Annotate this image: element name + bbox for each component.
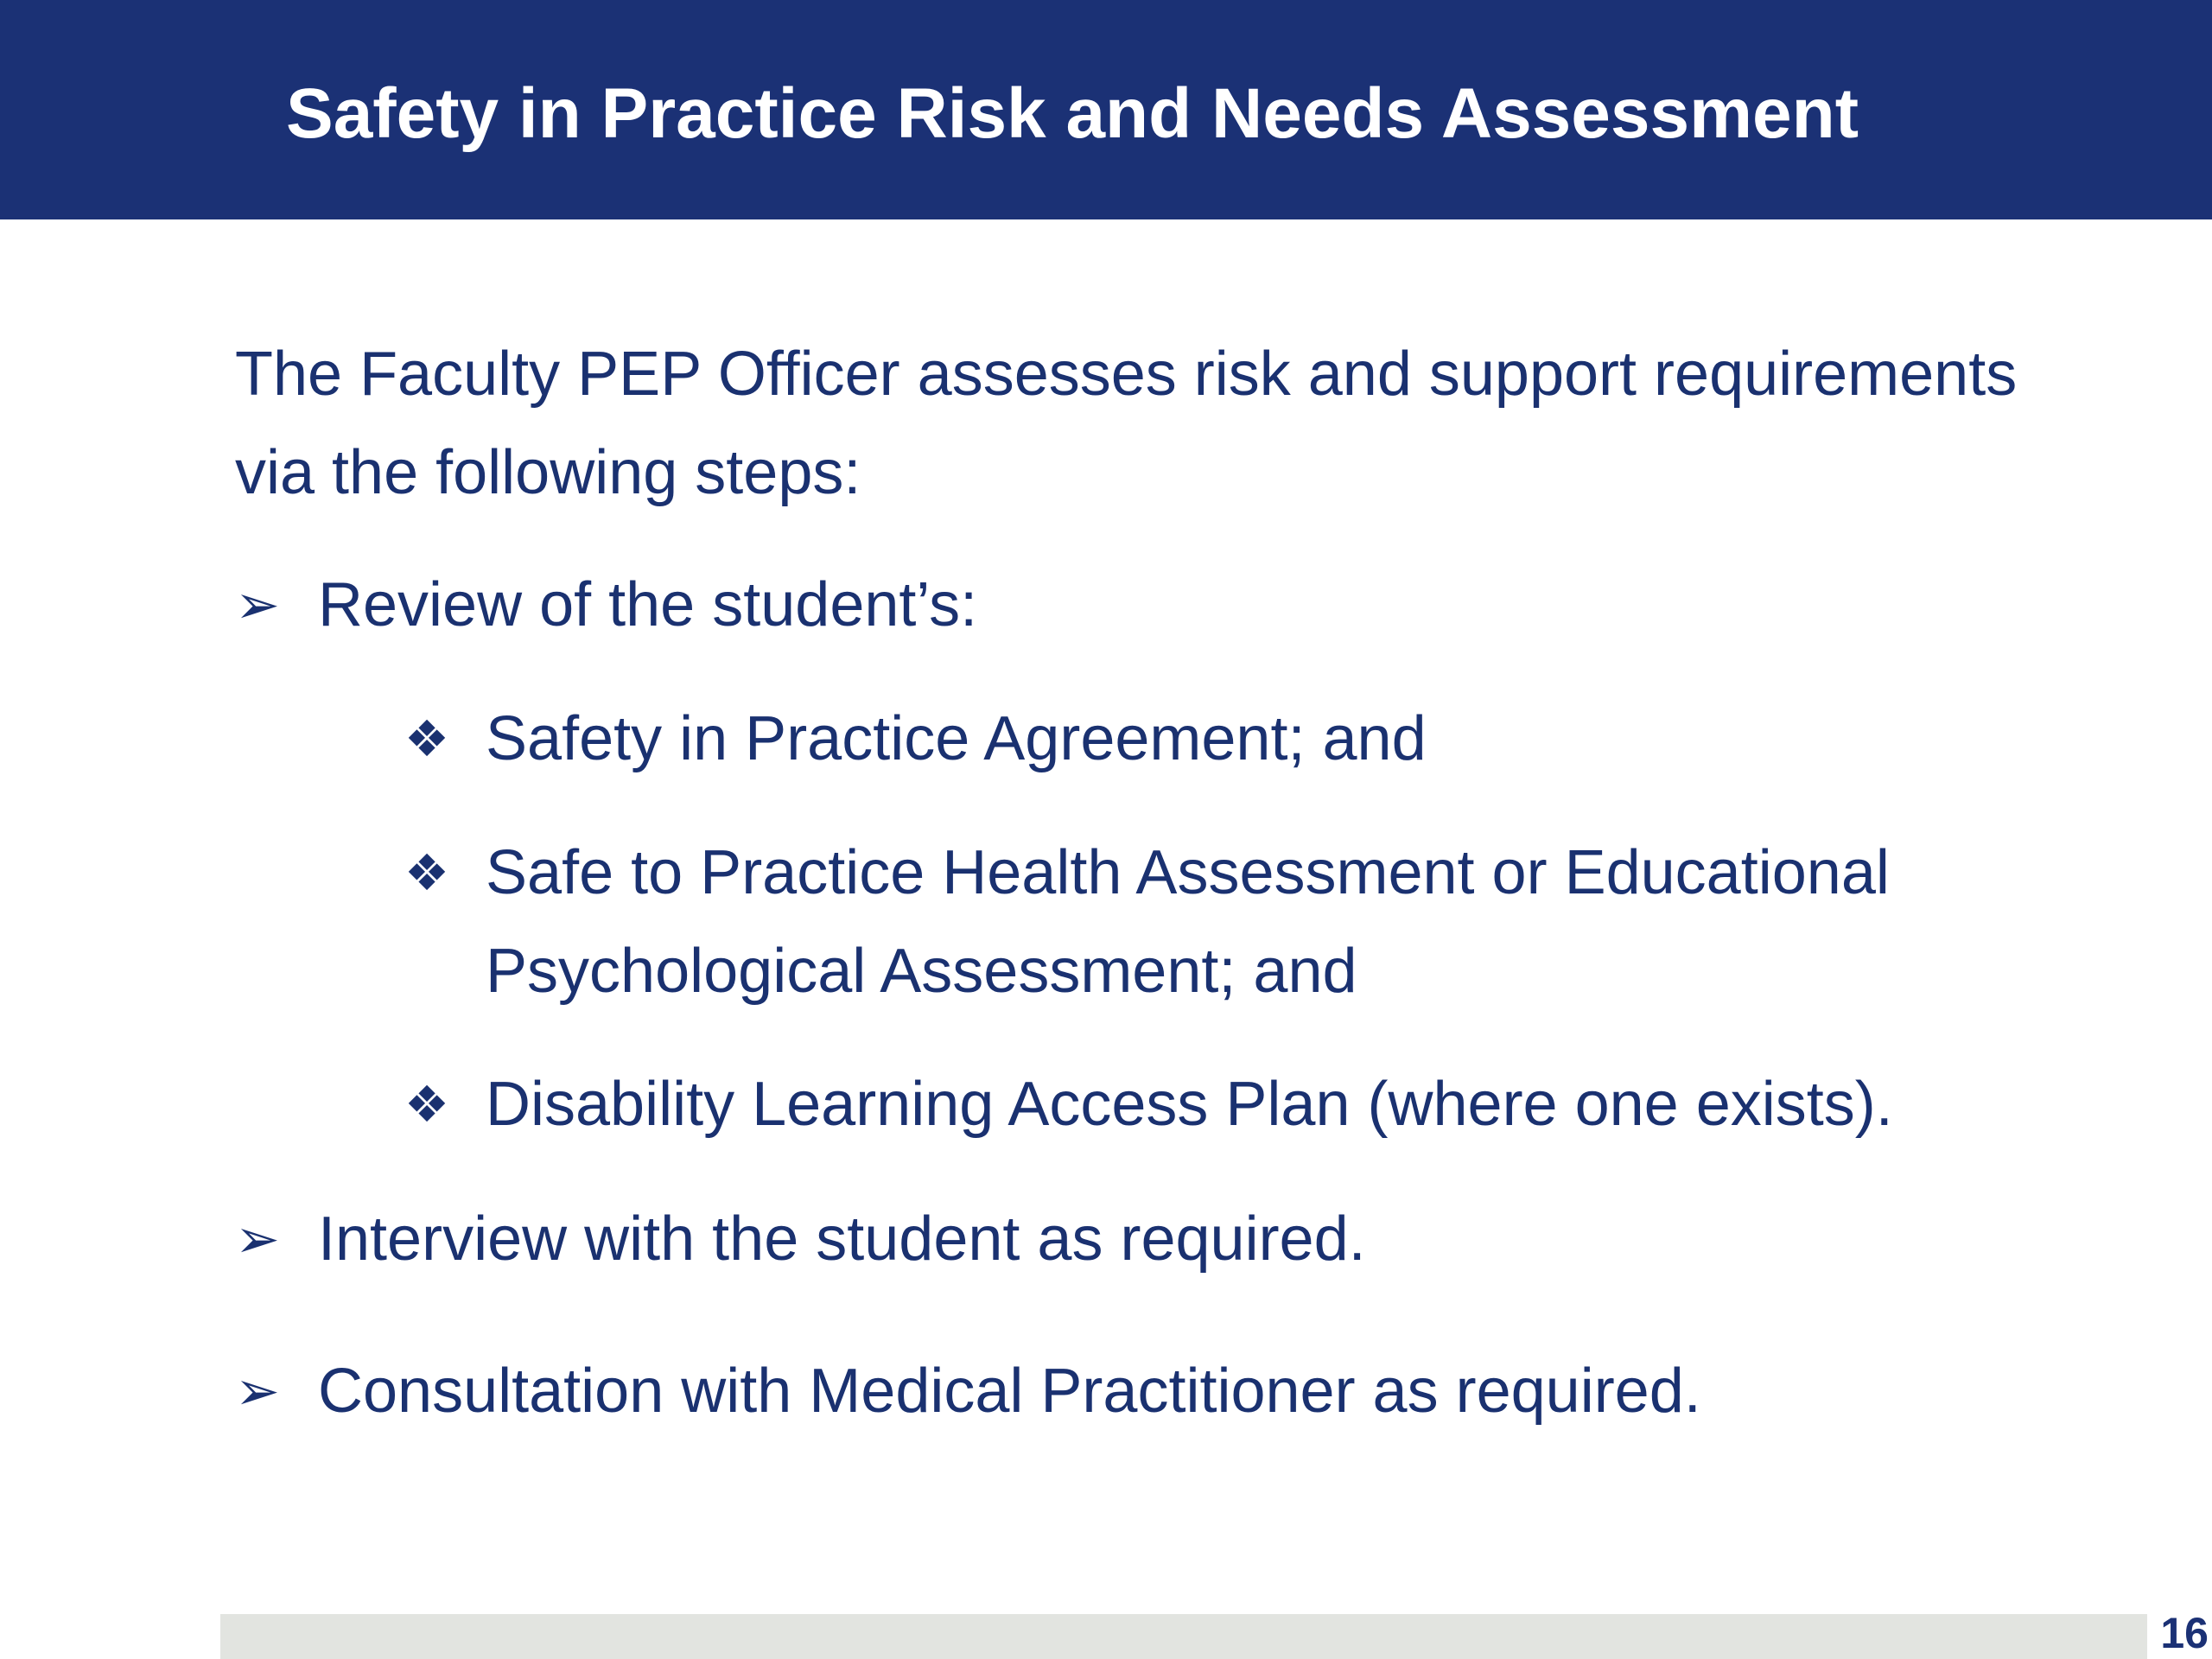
- list-item-text: Consultation with Medical Practitioner as required.: [318, 1357, 1701, 1426]
- arrow-bullet-icon: ➢: [235, 573, 280, 636]
- footer-bar: [220, 1614, 2147, 1659]
- arrow-bullet-icon: ➢: [235, 1207, 280, 1270]
- list-item-text: Review of the student’s:: [318, 570, 978, 639]
- list-item-text: Disability Learning Access Plan (where one exists).: [486, 1070, 1893, 1139]
- diamond-bullet-icon: ❖: [404, 843, 449, 902]
- list-item-text: Safety in Practice Agreement; and: [486, 704, 1427, 773]
- list-item-text: Safe to Practice Health Assessment or Educational Psychological Assessment; and: [486, 838, 1890, 1006]
- diamond-bullet-icon: ❖: [404, 1075, 449, 1134]
- arrow-bullet-icon: ➢: [235, 1359, 280, 1422]
- list-item-text: Interview with the student as required.: [318, 1205, 1366, 1274]
- page-number: 16: [2160, 1609, 2209, 1657]
- diamond-bullet-icon: ❖: [404, 709, 449, 768]
- slide-title: Safety in Practice Risk and Needs Assessment: [286, 74, 1859, 153]
- intro-paragraph: The Faculty PEP Officer assesses risk and support requirements via the following steps:: [235, 340, 2018, 507]
